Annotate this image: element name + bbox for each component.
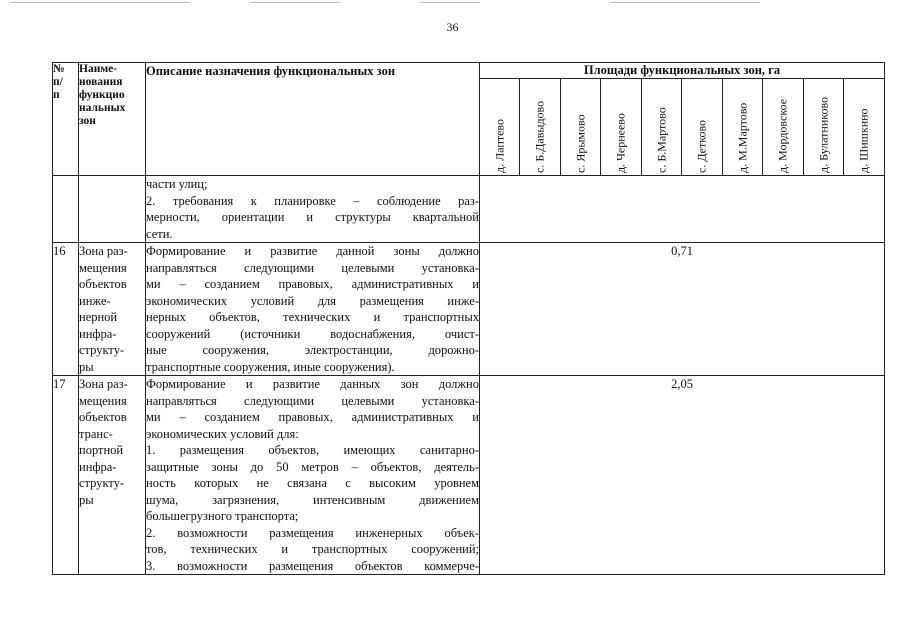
settlement-label: д. Лаптево [492, 119, 506, 173]
zone-name-line: структу- [79, 476, 125, 490]
scan-edge-line [10, 2, 190, 3]
description-line: 1. размещения объектов, имеющих санитарно- [146, 443, 479, 457]
table-row [53, 176, 885, 243]
row-description [146, 176, 480, 243]
zone-name-line: транс- [79, 426, 113, 441]
description-line: большегрузного транспорта; [146, 509, 299, 523]
header-name-line: функцио [79, 89, 125, 101]
description-line: нерных объектов, технических и транспортных [146, 310, 479, 324]
header-settlement [561, 79, 601, 176]
header-settlement [601, 79, 642, 176]
header-row [53, 63, 885, 79]
description-line: направляться следующими целевыми установка- [146, 393, 479, 408]
zone-name-line: инже- [79, 293, 111, 308]
header-settlement [723, 79, 763, 176]
description-line: сети. [146, 226, 173, 241]
description-line: части улиц; [146, 177, 208, 191]
header-settlement [520, 79, 561, 176]
table-row [53, 243, 885, 376]
description-line: экономических условий для: [146, 426, 299, 441]
header-number-line: п/ [53, 76, 63, 88]
description-line: 3. возможности размещения объектов коммерче- [146, 558, 479, 573]
scan-edge-line [610, 2, 760, 3]
settlement-label: с. Б.Давыдово [532, 100, 547, 173]
row-description [146, 243, 480, 376]
row-zone-name [79, 176, 146, 243]
description-line: Формирование и развитие данной зоны должно [146, 244, 479, 258]
description-line: защитные зоны до 50 метров – объектов, деятель- [146, 459, 479, 474]
description-line: 2. требования к планировке – соблюдение раз- [146, 193, 479, 208]
zone-name-line: инфра- [79, 326, 117, 341]
header-settlement [682, 79, 723, 176]
zone-name-line: ры [79, 359, 94, 374]
description-line: ми – созданием правовых, административных и [146, 410, 479, 424]
row-number [53, 176, 79, 243]
scan-edge-line [420, 2, 480, 3]
row-zone-name [79, 376, 146, 575]
zone-name-line: мещения [79, 393, 127, 408]
settlement-label: д. Чернеево [613, 113, 628, 173]
header-settlement [804, 79, 844, 176]
zone-name-line: объектов [79, 410, 127, 424]
description-line: 2. возможности размещения инженерных объек- [146, 525, 479, 540]
zone-name-line: Зона раз- [79, 377, 128, 391]
row-number: 16 [53, 243, 79, 376]
settlement-label: д. Булатниково [816, 96, 830, 173]
page-number: 36 [446, 20, 459, 34]
row-area: 2,05 [480, 376, 885, 575]
settlement-label: д. М.Мартово [735, 102, 749, 173]
zone-name-line: Зона раз- [79, 244, 128, 258]
description-line: транспортные сооружения, иные сооружения). [146, 359, 395, 374]
description-line: шума, загрязнения, интенсивным движением [146, 492, 479, 507]
table-row [53, 376, 885, 575]
header-name-line: Наиме- [79, 63, 118, 75]
row-area [480, 176, 885, 243]
header-zone-name [79, 63, 146, 176]
description-line: сооружений (источники водоснабжения, очист- [146, 326, 479, 341]
scan-edge-line [250, 2, 340, 3]
description-line: ные сооружения, электростанции, дорожно- [146, 343, 479, 357]
header-name-line: нования [79, 76, 123, 88]
header-name-line: зон [79, 115, 96, 127]
header-settlement [642, 79, 682, 176]
header-name-line: нальных [79, 102, 126, 114]
header-description: Описание назначения функциональных зон [146, 63, 480, 176]
description-line: ми – созданием правовых, административных и [146, 277, 479, 291]
row-zone-name [79, 243, 146, 376]
header-settlement [763, 79, 804, 176]
description-line: Формирование и развитие данных зон должно [146, 377, 479, 391]
header-number [53, 63, 79, 176]
description-line: направляться следующими целевыми установка- [146, 260, 479, 275]
zone-name-line: нерной [79, 310, 118, 324]
settlement-label: д. Шишкино [856, 108, 871, 173]
description-line: мерности, ориентации и структуры квартальной [146, 210, 479, 224]
settlement-label: с. Детково [694, 119, 709, 173]
row-description [146, 376, 480, 575]
zone-name-line: ры [79, 492, 94, 507]
header-areas-title: Площади функциональных зон, га [480, 63, 885, 79]
settlement-label: д. Мордовское [775, 98, 790, 173]
description-line: тов, технических и транспортных сооружений; [146, 542, 479, 556]
header-settlement [480, 79, 520, 176]
settlement-label: с. Ярымово [573, 114, 587, 173]
zone-name-line: инфра- [79, 459, 117, 474]
description-line: ность которых не связана с высоким уровнем [146, 476, 479, 490]
functional-zones-table [52, 62, 885, 575]
header-settlement [844, 79, 885, 176]
header-number-line: п [53, 89, 60, 101]
description-line: экономических условий для размещения инже- [146, 293, 479, 308]
row-number: 17 [53, 376, 79, 575]
zone-name-line: структу- [79, 343, 125, 357]
header-number-line: № [53, 63, 65, 75]
zone-name-line: мещения [79, 260, 127, 275]
settlement-label: с. Б.Мартово [654, 107, 668, 173]
row-area: 0,71 [480, 243, 885, 376]
zone-name-line: портной [79, 443, 124, 457]
zone-name-line: объектов [79, 277, 127, 291]
